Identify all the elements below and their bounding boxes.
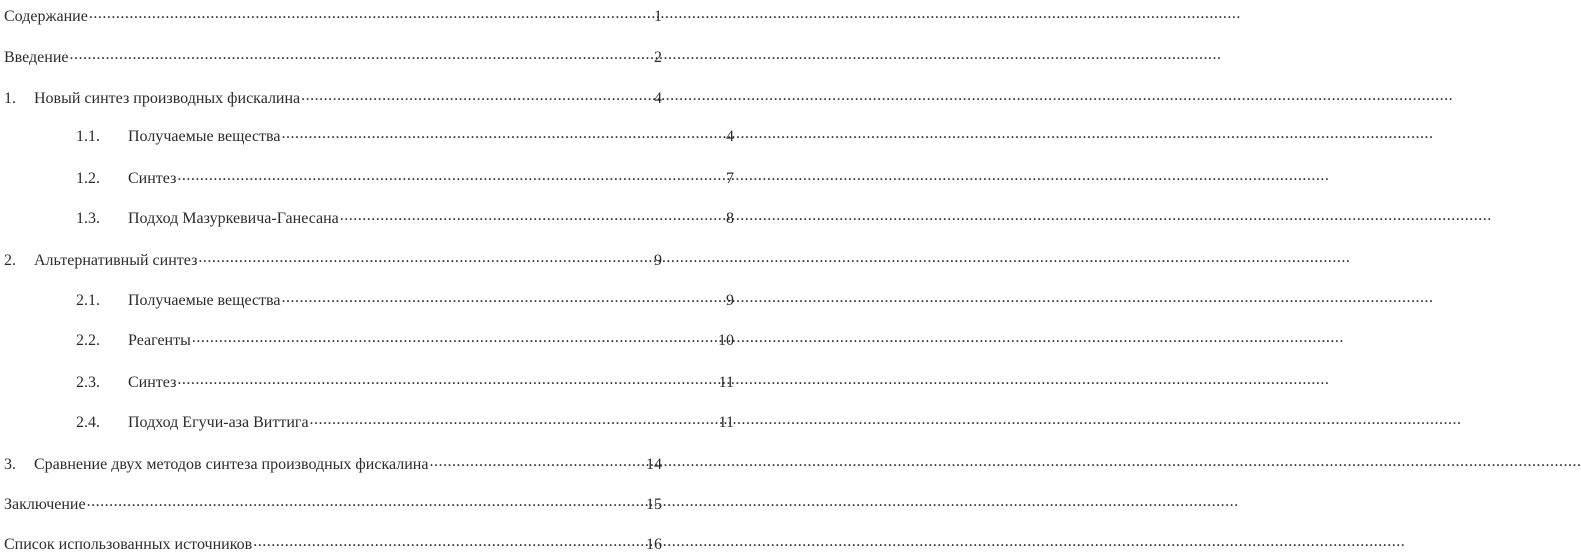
toc-entry-section-1-3[interactable] xyxy=(0,207,734,229)
toc-entry-title: Подход Егучи-аза Виттига xyxy=(128,414,309,431)
toc-entry-section-1-1[interactable] xyxy=(0,125,734,147)
toc-entry-page: 16 xyxy=(646,536,662,553)
dot-leader xyxy=(429,453,645,469)
toc-entry-title: Содержание xyxy=(4,8,88,25)
toc-entry-section-3[interactable] xyxy=(0,453,662,475)
toc-entry-section-2[interactable] xyxy=(0,249,662,271)
table-of-contents xyxy=(0,0,734,559)
toc-entry-page: 4 xyxy=(654,90,662,107)
toc-entry-page: 10 xyxy=(718,332,734,349)
toc-entry-introduction[interactable] xyxy=(0,46,662,68)
toc-entry-page: 9 xyxy=(726,292,734,309)
dot-leader xyxy=(70,46,654,62)
toc-entry-number: 1.1. xyxy=(76,128,100,145)
toc-entry-number: 1.3. xyxy=(76,210,100,227)
toc-entry-title: Синтез xyxy=(128,170,177,187)
toc-entry-page: 4 xyxy=(726,128,734,145)
toc-entry-number: 3. xyxy=(4,456,16,473)
toc-entry-number: 2.4. xyxy=(76,414,100,431)
toc-entry-number: 2.2. xyxy=(76,332,100,349)
toc-entry-title: Список использованных источников xyxy=(4,536,253,553)
dot-leader xyxy=(177,167,725,183)
toc-entry-title: Получаемые вещества xyxy=(128,128,281,145)
toc-entry-title: Реагенты xyxy=(128,332,191,349)
toc-entry-page: 9 xyxy=(654,252,662,269)
toc-entry-section-2-4[interactable] xyxy=(0,411,734,433)
toc-entry-title: Получаемые вещества xyxy=(128,292,281,309)
dot-leader xyxy=(281,289,725,305)
toc-entry-page: 15 xyxy=(646,496,662,513)
dot-leader xyxy=(253,533,645,549)
toc-entry-title: Новый синтез производных фискалина xyxy=(34,90,301,107)
toc-entry-title: Подход Мазуркевича-Ганесана xyxy=(128,210,339,227)
toc-entry-title: Синтез xyxy=(128,374,177,391)
toc-entry-number: 2.3. xyxy=(76,374,100,391)
toc-entry-section-1[interactable] xyxy=(0,87,662,109)
toc-entry-title: Заключение xyxy=(4,496,86,513)
toc-entry-section-2-1[interactable] xyxy=(0,289,734,311)
toc-entry-page: 7 xyxy=(726,170,734,187)
toc-entry-title: Введение xyxy=(4,49,69,66)
dot-leader xyxy=(301,87,653,103)
toc-entry-page: 8 xyxy=(726,210,734,227)
toc-entry-page: 11 xyxy=(718,374,734,391)
toc-entry-section-1-2[interactable] xyxy=(0,167,734,189)
dot-leader xyxy=(310,411,718,427)
dot-leader xyxy=(89,5,653,21)
toc-entry-section-2-3[interactable] xyxy=(0,371,734,393)
toc-entry-page: 11 xyxy=(718,414,734,431)
dot-leader xyxy=(177,371,717,387)
dot-leader xyxy=(198,249,653,265)
toc-entry-number: 1. xyxy=(4,90,16,107)
toc-entry-page: 14 xyxy=(646,456,662,473)
toc-entry-references[interactable] xyxy=(0,533,662,555)
toc-entry-title: Сравнение двух методов синтеза производных фискалина xyxy=(34,456,429,473)
dot-leader xyxy=(281,125,725,141)
toc-entry-contents[interactable] xyxy=(0,5,662,27)
toc-entry-number: 2.1. xyxy=(76,292,100,309)
toc-entry-page: 1 xyxy=(654,8,662,25)
toc-entry-number: 1.2. xyxy=(76,170,100,187)
dot-leader xyxy=(340,207,725,223)
dot-leader xyxy=(87,493,645,509)
toc-entry-title: Альтернативный синтез xyxy=(34,252,198,269)
toc-entry-page: 2 xyxy=(654,49,662,66)
dot-leader xyxy=(192,329,717,345)
toc-entry-conclusion[interactable] xyxy=(0,493,662,515)
toc-entry-section-2-2[interactable] xyxy=(0,329,734,351)
toc-entry-number: 2. xyxy=(4,252,16,269)
